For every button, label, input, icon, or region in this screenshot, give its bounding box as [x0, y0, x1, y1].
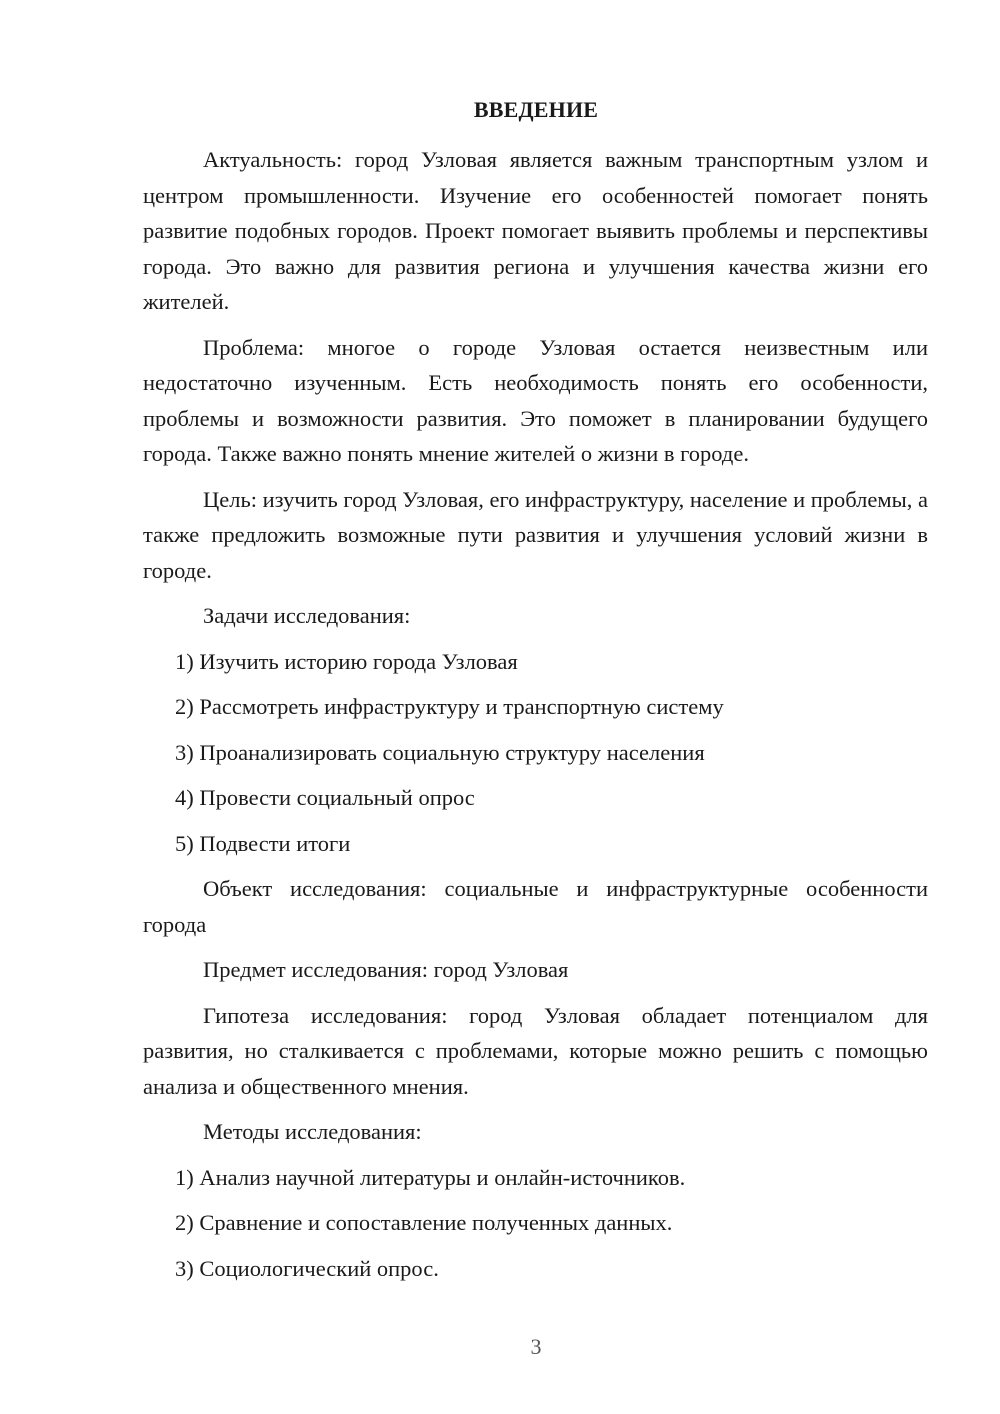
relevance-paragraph: Актуальность: город Узловая является важным транспортным узлом и центром промышленности. Изучение его особенностей помогает понять развитие подобных городов. Проект помогает выявить проблемы и перспективы города. Это важно для развития региона и улучшения качества жизни его жителей. [143, 147, 928, 314]
methods-heading: Методы исследования: [203, 1119, 422, 1144]
hypothesis-paragraph: Гипотеза исследования: город Узловая обладает потенциалом для развития, но сталкивается с проблемами, которые можно решить с помощью анализа и общественного мнения. [143, 1002, 928, 1099]
task-item: 2) Рассмотреть инфраструктуру и транспортную систему [175, 694, 724, 719]
problem-paragraph: Проблема: многое о городе Узловая остается неизвестным или недостаточно изученным. Есть необходимость понять его особенности, проблемы и возможности развития. Это поможет в планировании будущего города. Также важно понять мнение жителей о жизни в городе. [143, 334, 928, 466]
object-paragraph: Объект исследования: социальные и инфраструктурные особенности города [143, 876, 928, 937]
tasks-list [143, 644, 928, 862]
goal-paragraph: Цель: изучить город Узловая, его инфраструктуру, население и проблемы, а также предложить возможные пути развития и улучшения условий жизни в городе. [143, 486, 928, 583]
document-body [143, 142, 928, 1296]
page-title: ВВЕДЕНИЕ [473, 97, 599, 122]
method-item: 2) Сравнение и сопоставление полученных данных. [175, 1210, 673, 1235]
task-item: 3) Проанализировать социальную структуру населения [175, 739, 705, 765]
method-item: 3) Социологический опрос. [175, 1255, 439, 1281]
page-number: 3 [530, 1334, 542, 1359]
task-item: 4) Провести социальный опрос [175, 785, 475, 810]
subject-line: Предмет исследования: город Узловая [203, 957, 569, 982]
task-item: 1) Изучить историю города Узловая [175, 648, 518, 674]
methods-list [143, 1160, 928, 1287]
method-item: 1) Анализ научной литературы и онлайн-источников. [175, 1164, 686, 1190]
task-item: 5) Подвести итоги [175, 830, 351, 856]
tasks-heading: Задачи исследования: [203, 603, 411, 628]
